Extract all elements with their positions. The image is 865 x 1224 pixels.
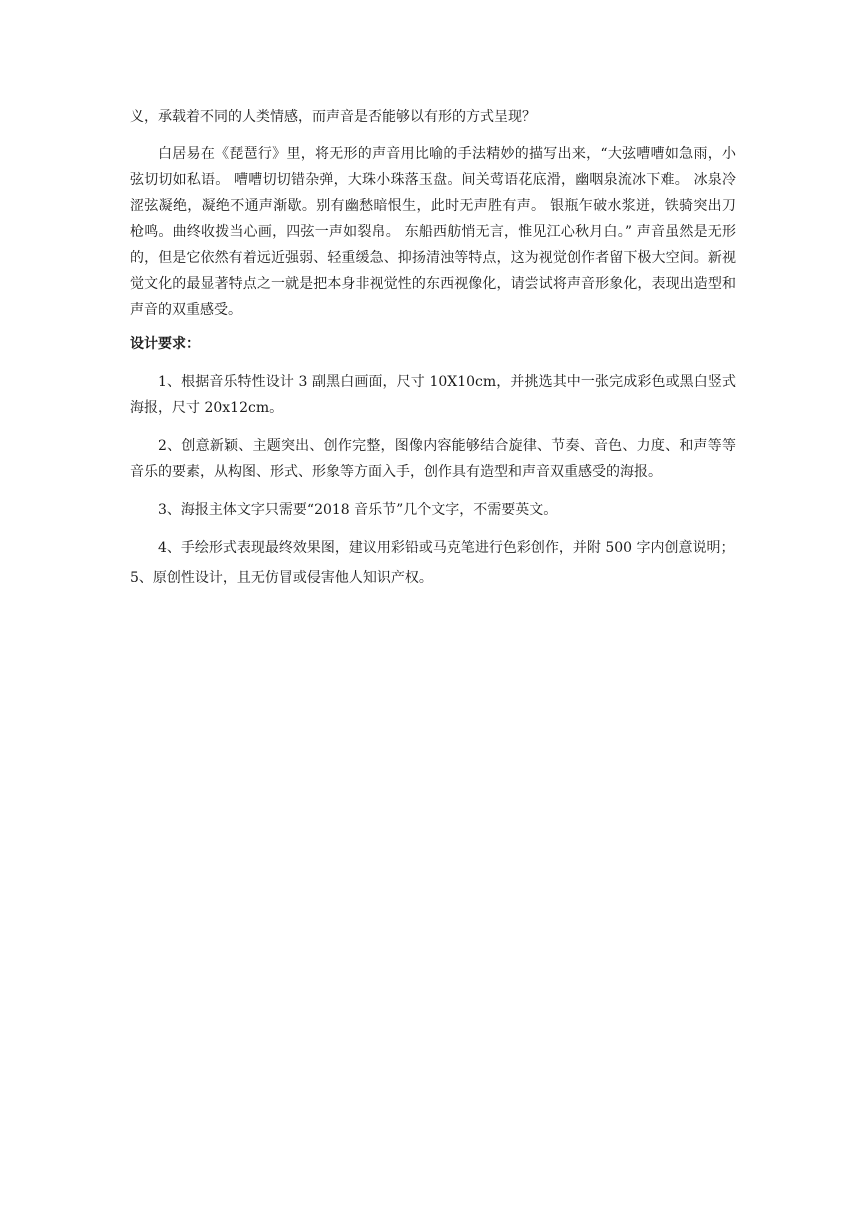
requirements-heading: 设计要求： <box>130 336 200 352</box>
requirement-1: 1、根据音乐特性设计 3 副黑白画面，尺寸 10X10cm，并挑选其中一张完成彩色或黑白竖式海报，尺寸 20x12cm。 <box>130 374 736 416</box>
paragraph-pipa-xing: 白居易在《琵琶行》里，将无形的声音用比喻的手法精妙的描写出来，“大弦嘈嘈如急雨，小弦切切如私语。 嘈嘈切切错杂弹，大珠小珠落玉盘。间关莺语花底滑，幽咽泉流冰下难。 冰泉冷涩弦凝绝，凝绝不通声渐歇。别有幽愁暗恨生，此时无声胜有声。 银瓶乍破水浆迸，铁骑突出刀枪鸣。曲终收拨当心画，四弦一声如裂帛。 东船西舫悄无言，惟见江心秋月白。” 声音虽然是无形的，但是它依然有着远近强弱、轻重缓急、抑扬清浊等特点，这为视觉创作者留下极大空间。新视觉文化的最显著特点之一就是把本身非视觉性的东西视像化，请尝试将声音形象化，表现出造型和声音的双重感受。 <box>130 146 736 318</box>
requirement-3: 3、海报主体文字只需要“2018 音乐节”几个文字，不需要英文。 <box>158 502 558 518</box>
requirement-4: 4、手绘形式表现最终效果图，建议用彩铅或马克笔进行色彩创作，并附 500 字内创意说明； <box>158 540 735 556</box>
requirement-2: 2、创意新颖、主题突出、创作完整，图像内容能够结合旋律、节奏、音色、力度、和声等等音乐的要素，从构图、形式、形象等方面入手，创作具有造型和声音双重感受的海报。 <box>130 438 736 480</box>
requirement-5: 5、原创性设计，且无仿冒或侵害他人知识产权。 <box>130 570 433 586</box>
document-page <box>130 104 736 591</box>
intro-continuation: 义，承载着不同的人类情感，而声音是否能够以有形的方式呈现？ <box>130 109 536 125</box>
